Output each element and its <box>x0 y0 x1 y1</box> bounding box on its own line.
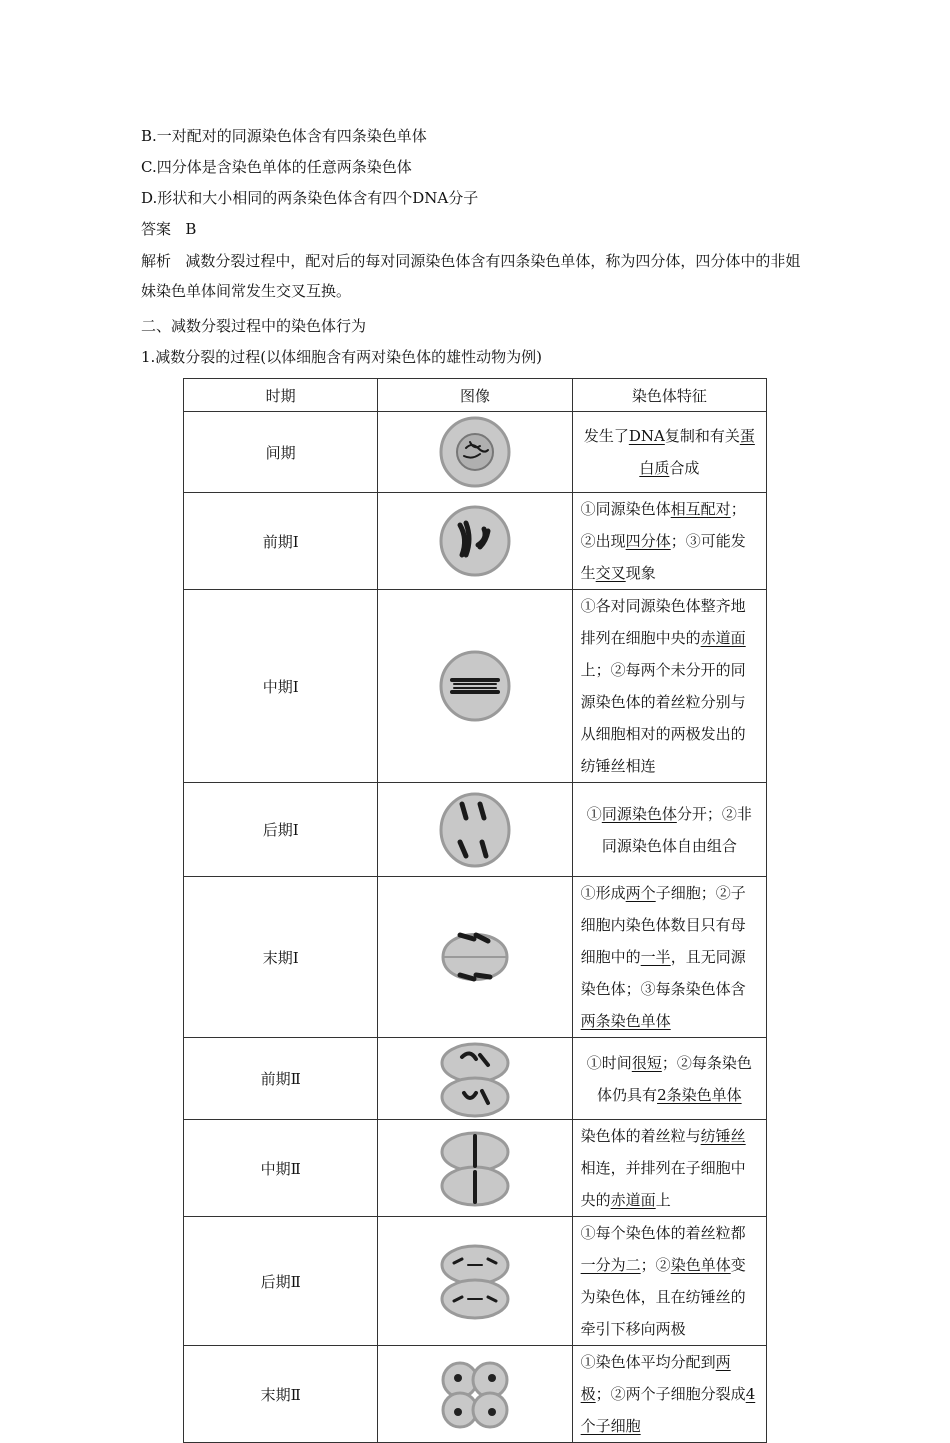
anaphase-1-cell <box>378 783 572 877</box>
option-b: B.一对配对的同源染色体含有四条染色单体 <box>141 127 427 145</box>
analysis-label: 解析 <box>141 252 172 270</box>
table-header-row <box>184 379 767 412</box>
underlined-term: 很短 <box>631 1053 662 1072</box>
underlined-term: 同源染色体 <box>601 804 677 823</box>
feature-text: 合成 <box>669 459 700 477</box>
underlined-term: 一分为二 <box>580 1256 641 1274</box>
table-row <box>184 783 767 877</box>
table-row <box>184 1217 767 1346</box>
section-subheading: 1.减数分裂的过程(以体细胞含有两对染色体的雄性动物为例) <box>141 348 543 366</box>
feature-text: ；②两个子细胞分裂成 <box>595 1385 746 1403</box>
metaphase-2-cell <box>378 1120 572 1217</box>
answer-value: B <box>185 220 197 238</box>
underlined-term: 蛋白质 <box>639 427 755 477</box>
feature-text: 复制和有关 <box>664 427 740 445</box>
metaphase-1-cell <box>378 590 572 783</box>
feature-cell <box>572 493 766 590</box>
underlined-term: 4个子细胞 <box>580 1385 756 1435</box>
underlined-term: 染色单体 <box>670 1256 731 1274</box>
feature-text: 变为染色体，且在纺锤丝的牵引下移向两极 <box>580 1256 746 1338</box>
feature-text: 相连，并排列在子细胞中央的 <box>580 1159 746 1209</box>
feature-text: ①每个染色体的着丝粒都 <box>580 1224 746 1242</box>
stage-cell: 前期Ⅰ <box>184 493 378 590</box>
feature-text: 上；②每两个未分开的同源染色体的着丝粒分别与从细胞相对的两极发出的纺锤丝相连 <box>580 661 746 775</box>
table-row <box>184 1120 767 1217</box>
feature-text: ① <box>586 804 602 823</box>
feature-text: ①各对同源染色体整齐地排列在细胞中央的 <box>580 597 746 647</box>
header-image: 图像 <box>378 379 572 412</box>
section-heading: 二、减数分裂过程中的染色体行为 <box>141 317 367 335</box>
table-body <box>184 412 767 1443</box>
feature-cell <box>572 783 766 877</box>
telophase-1-cell <box>378 877 572 1038</box>
feature-text: 现象 <box>625 564 656 582</box>
table-row <box>184 1038 767 1120</box>
option-c: C.四分体是含染色单体的任意两条染色体 <box>141 158 412 176</box>
feature-text: 分开；②非同源染色体自由组合 <box>601 804 752 855</box>
stage-cell: 末期Ⅱ <box>184 1346 378 1443</box>
table-row <box>184 412 767 493</box>
feature-cell <box>572 1217 766 1346</box>
table-row <box>184 590 767 783</box>
underlined-term: DNA <box>628 427 665 445</box>
feature-cell <box>572 1038 766 1120</box>
feature-text: ，且无同源染色体；③每条染色体含 <box>580 948 746 998</box>
analysis <box>141 246 811 306</box>
feature-text: 发生了 <box>583 427 629 445</box>
answer <box>141 219 196 239</box>
feature-text: 染色体的着丝粒与 <box>580 1127 701 1145</box>
table-row <box>184 493 767 590</box>
underlined-term: 赤道面 <box>610 1191 656 1209</box>
feature-text: ；② <box>640 1256 671 1274</box>
feature-text: ；③可能发生 <box>580 532 746 582</box>
answer-label: 答案 <box>141 220 172 238</box>
underlined-term: 两个 <box>625 884 656 902</box>
feature-text: ①时间 <box>586 1053 632 1072</box>
stage-cell: 后期Ⅰ <box>184 783 378 877</box>
underlined-term: 交叉 <box>595 564 626 582</box>
interphase-cell <box>378 412 572 493</box>
telophase-2-cell <box>378 1346 572 1443</box>
table-row <box>184 1346 767 1443</box>
feature-cell <box>572 1346 766 1443</box>
underlined-term: 两极 <box>580 1353 731 1403</box>
feature-cell <box>572 412 766 493</box>
feature-text: 子细胞；②子细胞内染色体数目只有母细胞中的 <box>580 884 746 966</box>
feature-cell <box>572 1120 766 1217</box>
feature-cell <box>572 877 766 1038</box>
feature-text: ；②出现 <box>580 500 746 550</box>
underlined-term: 纺锤丝 <box>700 1127 746 1145</box>
stage-cell: 间期 <box>184 412 378 493</box>
stage-cell: 中期Ⅰ <box>184 590 378 783</box>
feature-text: ①形成 <box>580 884 626 902</box>
feature-text: 上 <box>655 1191 671 1209</box>
feature-text: ①同源染色体 <box>580 500 671 518</box>
feature-cell <box>572 590 766 783</box>
underlined-term: 2条染色单体 <box>657 1085 742 1104</box>
underlined-term: 四分体 <box>625 532 671 550</box>
underlined-term: 赤道面 <box>700 629 746 647</box>
table-row <box>184 877 767 1038</box>
stage-cell: 后期Ⅱ <box>184 1217 378 1346</box>
underlined-term: 一半 <box>640 948 671 966</box>
prophase-1-cell <box>378 493 572 590</box>
option-d: D.形状和大小相同的两条染色体含有四个DNA分子 <box>141 189 479 207</box>
anaphase-2-cell <box>378 1217 572 1346</box>
feature-text: ①染色体平均分配到 <box>580 1353 716 1371</box>
underlined-term: 两条染色单体 <box>580 1012 671 1030</box>
underlined-term: 相互配对 <box>670 500 731 518</box>
header-feature: 染色体特征 <box>572 379 766 412</box>
stage-cell: 中期Ⅱ <box>184 1120 378 1217</box>
stage-cell: 末期Ⅰ <box>184 877 378 1038</box>
analysis-text: 减数分裂过程中，配对后的每对同源染色体含有四条染色单体，称为四分体，四分体中的非姐妹染色单体间常发生交叉互换。 <box>141 252 801 300</box>
stage-cell: 前期Ⅱ <box>184 1038 378 1120</box>
prophase-2-cell <box>378 1038 572 1120</box>
feature-text: ；②每条染色体仍具有 <box>597 1053 752 1104</box>
meiosis-table <box>183 378 767 1443</box>
header-stage: 时期 <box>184 379 378 412</box>
